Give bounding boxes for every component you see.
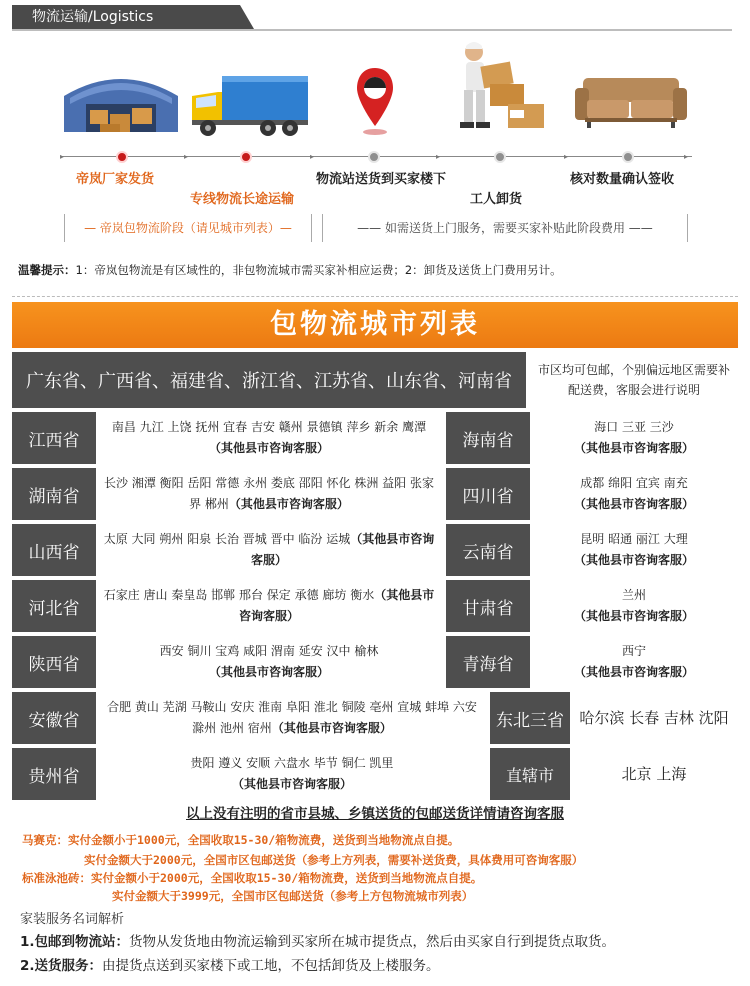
- city-list: [570, 692, 738, 744]
- cities: 兰州: [621, 588, 646, 602]
- pool-tile-note-2: 实付金额大于3999元，全国市区包邮送货（参考上方包物流城市列表）: [112, 889, 474, 903]
- city-list: [96, 692, 488, 744]
- warehouse-icon: [60, 70, 182, 134]
- city-row: [12, 748, 738, 800]
- province-label: 东北三省: [490, 692, 570, 744]
- cities: 成都 绵阳 宜宾 南充: [580, 476, 688, 490]
- stage-door-delivery: —— 如需送货上门服务，需要买家补贴此阶段费用 ——: [322, 214, 688, 242]
- free-provinces-note-text: 市区均可包邮，个别偏远地区需要补配送费，客服会进行说明: [537, 363, 730, 397]
- city-list: [96, 636, 442, 688]
- section-header: [12, 5, 732, 31]
- truck-icon: [188, 72, 310, 138]
- province-label: 青海省: [446, 636, 530, 688]
- city-list: [530, 468, 738, 520]
- logistics-timeline: [62, 150, 692, 164]
- city-list: [96, 468, 442, 520]
- step-4-label: 工人卸货: [470, 192, 523, 207]
- city-list: [96, 580, 442, 632]
- cities: 长沙 湘潭 衡阳 岳阳 常德 永州 娄底 邵阳 怀化 株洲 益阳 张家界 郴州: [104, 476, 434, 511]
- free-provinces: [12, 352, 526, 408]
- consult-note: （其他县市咨询客服）: [231, 777, 352, 791]
- cities: 海口 三亚 三沙: [594, 420, 674, 434]
- mosaic-note-1: 马赛克：实付金额小于1000元，全国收取15-30/箱物流费，送货到当地物流点自提。: [22, 833, 460, 847]
- arrow-icon: ▸: [310, 152, 315, 161]
- consult-note: （其他县市咨询客服）: [228, 497, 349, 511]
- consult-note: （其他县市咨询客服）: [573, 665, 694, 679]
- city-list: [530, 412, 738, 464]
- city-row: [12, 692, 738, 744]
- consult-note: （其他县市咨询客服）: [573, 497, 694, 511]
- cities: 西宁: [621, 644, 646, 658]
- step-2-label: 专线物流长途运输: [190, 192, 295, 207]
- consult-note: （其他县市咨询客服）: [271, 721, 392, 735]
- worker-carrying-boxes-icon: [450, 40, 550, 136]
- cities: 北京 上海: [621, 764, 687, 783]
- consult-note: （其他县市咨询客服）: [250, 532, 435, 567]
- city-list: [570, 748, 738, 800]
- province-label: 贵州省: [12, 748, 96, 800]
- service-item-2: [20, 954, 440, 974]
- warm-tip: [18, 262, 562, 278]
- city-row: [12, 580, 738, 632]
- service-1-text: 货物从发货地由物流运输到买家所在城市提货点，然后由买家自行到提货点取货。: [129, 934, 616, 950]
- city-list: [96, 524, 442, 576]
- cities: 贵阳 遵义 安顺 六盘水 毕节 铜仁 凯里: [190, 756, 394, 770]
- city-row: [12, 524, 738, 576]
- consult-note: （其他县市咨询客服）: [573, 609, 694, 623]
- location-pin-icon: [355, 66, 395, 138]
- consult-note: （其他县市咨询客服）: [573, 441, 694, 455]
- province-label: 山西省: [12, 524, 96, 576]
- timeline-dot-3: [368, 151, 380, 163]
- province-label: 海南省: [446, 412, 530, 464]
- city-list: [530, 524, 738, 576]
- province-label: 直辖市: [490, 748, 570, 800]
- arrow-icon: ▸: [60, 152, 65, 161]
- tip-label: 温馨提示：: [18, 263, 76, 277]
- tip-text: 1：帝岚包物流是有区域性的，非包物流城市需买家补相应运费；2：卸货及送货上门费用另计。: [75, 263, 562, 277]
- service-2-text: 由提货点送到买家楼下或工地，不包括卸货及上楼服务。: [102, 958, 440, 974]
- city-list: [96, 412, 442, 464]
- divider: [12, 296, 738, 297]
- province-label: 江西省: [12, 412, 96, 464]
- province-label: 云南省: [446, 524, 530, 576]
- arrow-icon: ▸: [184, 152, 189, 161]
- timeline-dot-4: [494, 151, 506, 163]
- top-row: [12, 352, 738, 408]
- city-row: [12, 468, 738, 520]
- timeline-dot-2: [240, 151, 252, 163]
- cities: 西安 铜川 宝鸡 咸阳 渭南 延安 汉中 榆林: [159, 644, 379, 658]
- province-label: 四川省: [446, 468, 530, 520]
- province-label: 湖南省: [12, 468, 96, 520]
- cities: 石家庄 唐山 秦皇岛 邯郸 邢台 保定 承德 廊坊 衡水: [103, 588, 375, 602]
- province-label: 安徽省: [12, 692, 96, 744]
- province-label: 陕西省: [12, 636, 96, 688]
- city-list: [96, 748, 488, 800]
- logistics-icons: [0, 40, 750, 145]
- arrow-icon: ▸: [436, 152, 441, 161]
- city-row: [12, 636, 738, 688]
- free-provinces-text: 广东省、广西省、福建省、浙江省、江苏省、山东省、河南省: [26, 371, 512, 392]
- mosaic-note-2: 实付金额大于2000元，全国市区包邮送货（参考上方列表，需要补送货费，具体费用可咨询客服）: [84, 853, 584, 867]
- city-list: [530, 636, 738, 688]
- step-5-label: 核对数量确认签收: [570, 172, 675, 187]
- cities: 合肥 黄山 芜湖 马鞍山 安庆 淮南 阜阳 淮北 铜陵 亳州 宣城 蚌埠 六安 滁州 池州 宿州: [107, 700, 477, 735]
- city-list-banner: 包物流城市列表: [12, 302, 738, 348]
- free-provinces-note: [530, 352, 738, 408]
- city-list: [530, 580, 738, 632]
- cities: 哈尔滨 长春 吉林 沈阳: [579, 708, 729, 727]
- timeline-dot-1: [116, 151, 128, 163]
- arrow-icon: ▸: [564, 152, 569, 161]
- cities: 南昌 九江 上饶 抚州 宜春 吉安 赣州 景德镇 萍乡 新余 鹰潭: [111, 420, 427, 434]
- stage-free-shipping: — 帝岚包物流阶段（请见城市列表）—: [64, 214, 312, 242]
- consult-note: （其他县市咨询客服）: [208, 441, 329, 455]
- step-3-label: 物流站送货到买家楼下: [316, 172, 447, 187]
- consult-note: （其他县市咨询客服）: [208, 665, 329, 679]
- consult-note: （其他县市咨询客服）: [573, 553, 694, 567]
- province-label: 河北省: [12, 580, 96, 632]
- consult-note: （其他县市咨询客服）: [238, 588, 435, 623]
- timeline-dot-5: [622, 151, 634, 163]
- notes-title: 以上没有注明的省市县城、乡镇送货的包邮送货详情请咨询客服: [186, 806, 564, 822]
- city-row: [12, 412, 738, 464]
- pool-tile-note-1: 标准泳池砖：实付金额小于2000元，全国收取15-30/箱物流费，送货到当地物流点自提。: [22, 871, 483, 885]
- section-title: 物流运输/Logistics: [12, 5, 240, 29]
- cities: 太原 大同 朔州 阳泉 长治 晋城 晋中 临汾 运城: [103, 532, 351, 546]
- service-2-label: 2.送货服务：: [20, 958, 103, 974]
- cities: 昆明 昭通 丽江 大理: [580, 532, 688, 546]
- arrow-icon: ▸: [684, 152, 689, 161]
- province-label: 甘肃省: [446, 580, 530, 632]
- service-item-1: [20, 930, 615, 950]
- step-1-label: 帝岚厂家发货: [76, 172, 155, 187]
- service-1-label: 1.包邮到物流站：: [20, 934, 130, 950]
- services-title: 家装服务名词解析: [20, 912, 125, 927]
- sofa-icon: [575, 76, 687, 128]
